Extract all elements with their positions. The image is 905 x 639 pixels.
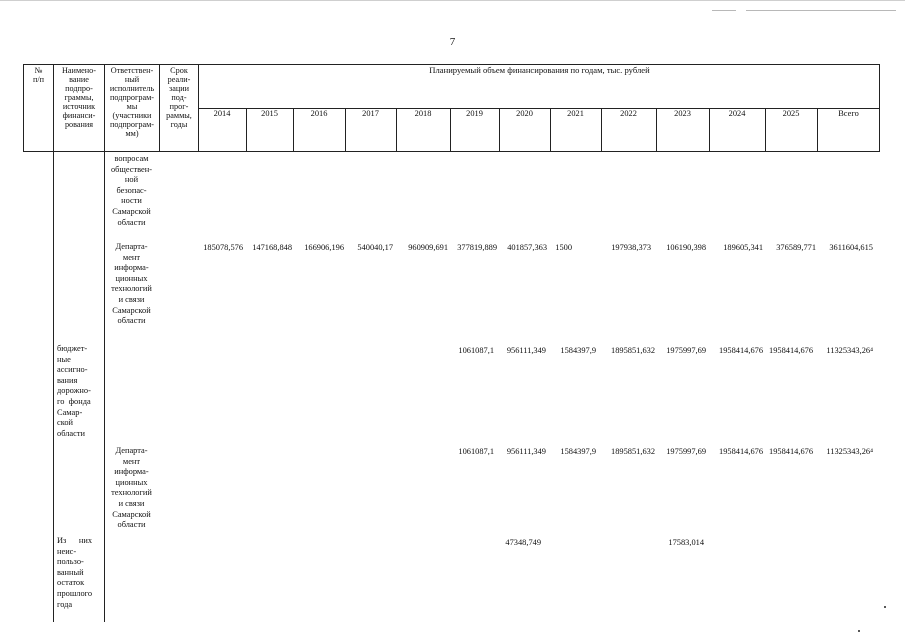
header-responsible-label: Ответствен- ный исполнитель подпрограм- мы (участники подпрограм- мм) <box>109 66 155 138</box>
value-cell: 1500 <box>555 243 572 252</box>
responsible-cell: вопросам обществен- ной безопас- ности Самарской области <box>110 154 153 227</box>
page-number: 7 <box>449 36 456 48</box>
header-name-label: Наимено- вание подпро- граммы, источник финанси- рования <box>62 66 96 129</box>
value-cell: 185078,576 <box>203 243 243 252</box>
year-label: 2019 <box>466 109 483 118</box>
value-cell: 1895851,632 <box>611 447 655 456</box>
year-label: 2020 <box>516 109 533 118</box>
year-label: 2025 <box>782 109 800 118</box>
year-label: 2017 <box>362 109 379 118</box>
responsible-cell: Департа- мент информа- ционных технологий и связи Самарской области <box>111 242 152 326</box>
scan-speck <box>712 10 736 11</box>
value-cell: 956111,349 <box>506 447 546 456</box>
value-cell: 106190,398 <box>666 243 706 252</box>
value-cell: 376589,771 <box>776 243 816 252</box>
top-rule <box>0 0 905 1</box>
funding-source-cell: Из них неис- пользо- ванный остаток прошлого года <box>57 536 93 609</box>
header-term-label: Срок реали- зации под- прог- раммы, годы <box>166 66 192 129</box>
value-cell: 540040,17 <box>357 243 393 252</box>
value-cell: 1958414,676 <box>769 447 813 456</box>
value-cell: 17583,014 <box>668 538 704 547</box>
year-label: 2014 <box>213 109 231 118</box>
year-label: 2021 <box>567 109 584 118</box>
value-cell: 956111,349 <box>506 346 546 355</box>
value-cell: 1958414,676 <box>719 346 763 355</box>
funding-source-cell: бюджет- ные ассигно- вания дорожно- го фонда Самар- ской области <box>57 344 91 438</box>
value-cell: 1061087,1 <box>458 447 494 456</box>
body-divider <box>53 152 54 622</box>
value-cell: 1584397,9 <box>560 447 596 456</box>
year-label: 2024 <box>728 109 746 118</box>
value-cell: 1958414,676 <box>769 346 813 355</box>
value-cell: 11325343,26⁴ <box>826 346 873 355</box>
value-cell: 1895851,632 <box>611 346 655 355</box>
year-label: 2016 <box>310 109 328 118</box>
year-label: 2023 <box>674 109 691 118</box>
value-cell: 401857,363 <box>507 243 547 252</box>
value-cell: 960909,691 <box>408 243 448 252</box>
value-cell: 1958414,676 <box>719 447 763 456</box>
responsible-cell: Департа- мент информа- ционных технологий и связи Самарской области <box>111 446 152 530</box>
value-cell: 1061087,1 <box>458 346 494 355</box>
value-cell: 1975997,69 <box>666 346 706 355</box>
value-cell: 11325343,26⁴ <box>826 447 873 456</box>
year-label: 2015 <box>261 109 278 118</box>
year-label: 2018 <box>414 109 432 118</box>
value-cell: 3611604,615 <box>829 243 873 252</box>
scan-speck <box>746 10 896 11</box>
scan-dot <box>884 606 886 608</box>
value-cell: 1975997,69 <box>666 447 706 456</box>
value-cell: 189605,341 <box>723 243 763 252</box>
value-cell: 197938,373 <box>611 243 651 252</box>
year-label: Всего <box>838 109 859 118</box>
header-number-label: № п/п <box>32 66 45 84</box>
value-cell: 47348,749 <box>505 538 541 547</box>
year-label: 2022 <box>620 109 637 118</box>
scan-dot <box>858 630 860 632</box>
value-cell: 377819,889 <box>457 243 497 252</box>
value-cell: 147168,848 <box>252 243 292 252</box>
value-cell: 1584397,9 <box>560 346 596 355</box>
header-plan-label: Планируемый объем финансирования по годам, тыс. рублей <box>429 65 650 75</box>
value-cell: 166906,196 <box>304 243 344 252</box>
